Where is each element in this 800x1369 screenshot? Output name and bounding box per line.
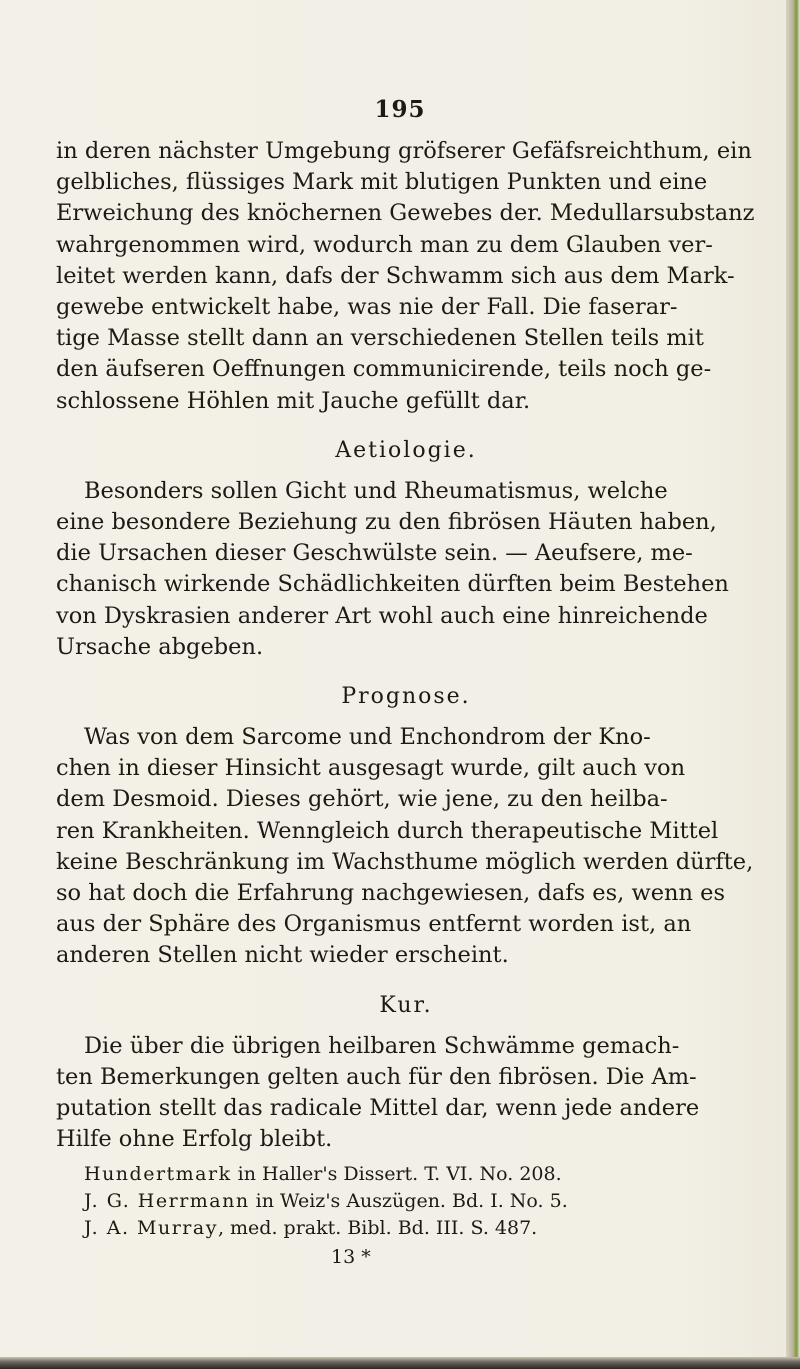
text-line: anderen Stellen nicht wieder erscheint. (56, 942, 509, 969)
text-line: von Dyskrasien anderer Art wohl auch eine hinreichende (56, 602, 708, 629)
text-line: gelbliches, flüssiges Mark mit blutigen Punkten und eine (56, 169, 708, 196)
text-line: tige Masse stellt dann an verschiedenen Stellen teils mit (56, 325, 704, 352)
text-line: Die über die übrigen heilbaren Schwämme gemach- (84, 1032, 680, 1059)
text-line: wahrgenommen wird, wodurch man zu dem Glauben ver- (56, 231, 713, 258)
reference-detail: in Weiz's Auszügen. Bd. I. No. 5. (249, 1190, 568, 1213)
text-line: leitet werden kann, dafs der Schwamm sich aus dem Mark- (56, 262, 735, 289)
signature-mark: 13 * (331, 1246, 371, 1269)
text-line: Ursache abgeben. (56, 633, 264, 660)
text-line: den äufseren Oeffnungen communicirende, teils noch ge- (56, 356, 712, 383)
page-edge-bottom (0, 1357, 800, 1369)
text-line: ren Krankheiten. Wenngleich durch therapeutische Mittel (56, 817, 719, 844)
reference-item (56, 1188, 756, 1215)
reference-author: J. G. Herrmann (84, 1190, 250, 1213)
text-line: so hat doch die Erfahrung nachgewiesen, dafs es, wenn es (56, 880, 726, 907)
page-edge-right (786, 0, 800, 1369)
reference-item (56, 1215, 756, 1242)
reference-detail: in Haller's Dissert. T. VI. No. 208. (231, 1163, 562, 1186)
text-line: chanisch wirkende Schädlichkeiten dürften beim Bestehen (56, 571, 729, 598)
text-line: dem Desmoid. Dieses gehört, wie jene, zu den heilba- (56, 786, 668, 813)
text-line: chen in dieser Hinsicht ausgesagt wurde, gilt auch von (56, 755, 686, 782)
page-number: 195 (374, 96, 426, 123)
heading-prognose: Prognose. (341, 684, 471, 710)
text-line: in deren nächster Umgebung gröfserer Gefäfsreichthum, ein (56, 138, 752, 164)
paragraph-3 (56, 722, 756, 972)
text-line: putation stellt das radicale Mittel dar, wenn jede andere (56, 1095, 700, 1122)
reference-author: J. A. Murray (84, 1217, 218, 1240)
heading-aetiologie: Aetiologie. (335, 437, 477, 463)
text-line: aus der Sphäre des Organismus entfernt worden ist, an (56, 911, 692, 938)
text-line: Besonders sollen Gicht und Rheumatismus, welche (84, 477, 668, 504)
text-line: die Ursachen dieser Geschwülste sein. — Aeufsere, me- (56, 540, 693, 567)
text-line: eine besondere Beziehung zu den fibrösen Häuten haben, (56, 509, 717, 536)
paragraph-1 (56, 136, 756, 417)
reference-detail: , med. prakt. Bibl. Bd. III. S. 487. (217, 1217, 538, 1240)
text-line: Hilfe ohne Erfolg bleibt. (56, 1126, 333, 1153)
text-line: gewebe entwickelt habe, was nie der Fall. Die faserar- (56, 294, 678, 321)
body-text (56, 136, 756, 1271)
text-line: ten Bemerkungen gelten auch für den fibrösen. Die Am- (56, 1063, 697, 1090)
paragraph-4 (56, 1031, 756, 1156)
references (56, 1161, 756, 1271)
text-line: Erweichung des knöchernen Gewebes der. Medullarsubstanz (56, 200, 755, 227)
paragraph-2 (56, 476, 756, 663)
heading-kur: Kur. (379, 992, 433, 1018)
reference-item (56, 1161, 756, 1188)
text-line: Was von dem Sarcome und Enchondrom der Kno- (84, 724, 651, 751)
text-line: keine Beschränkung im Wachsthume möglich werden dürfte, (56, 848, 754, 875)
text-line: schlossene Höhlen mit Jauche gefüllt dar. (56, 387, 531, 414)
reference-author: Hundertmark (84, 1163, 232, 1186)
